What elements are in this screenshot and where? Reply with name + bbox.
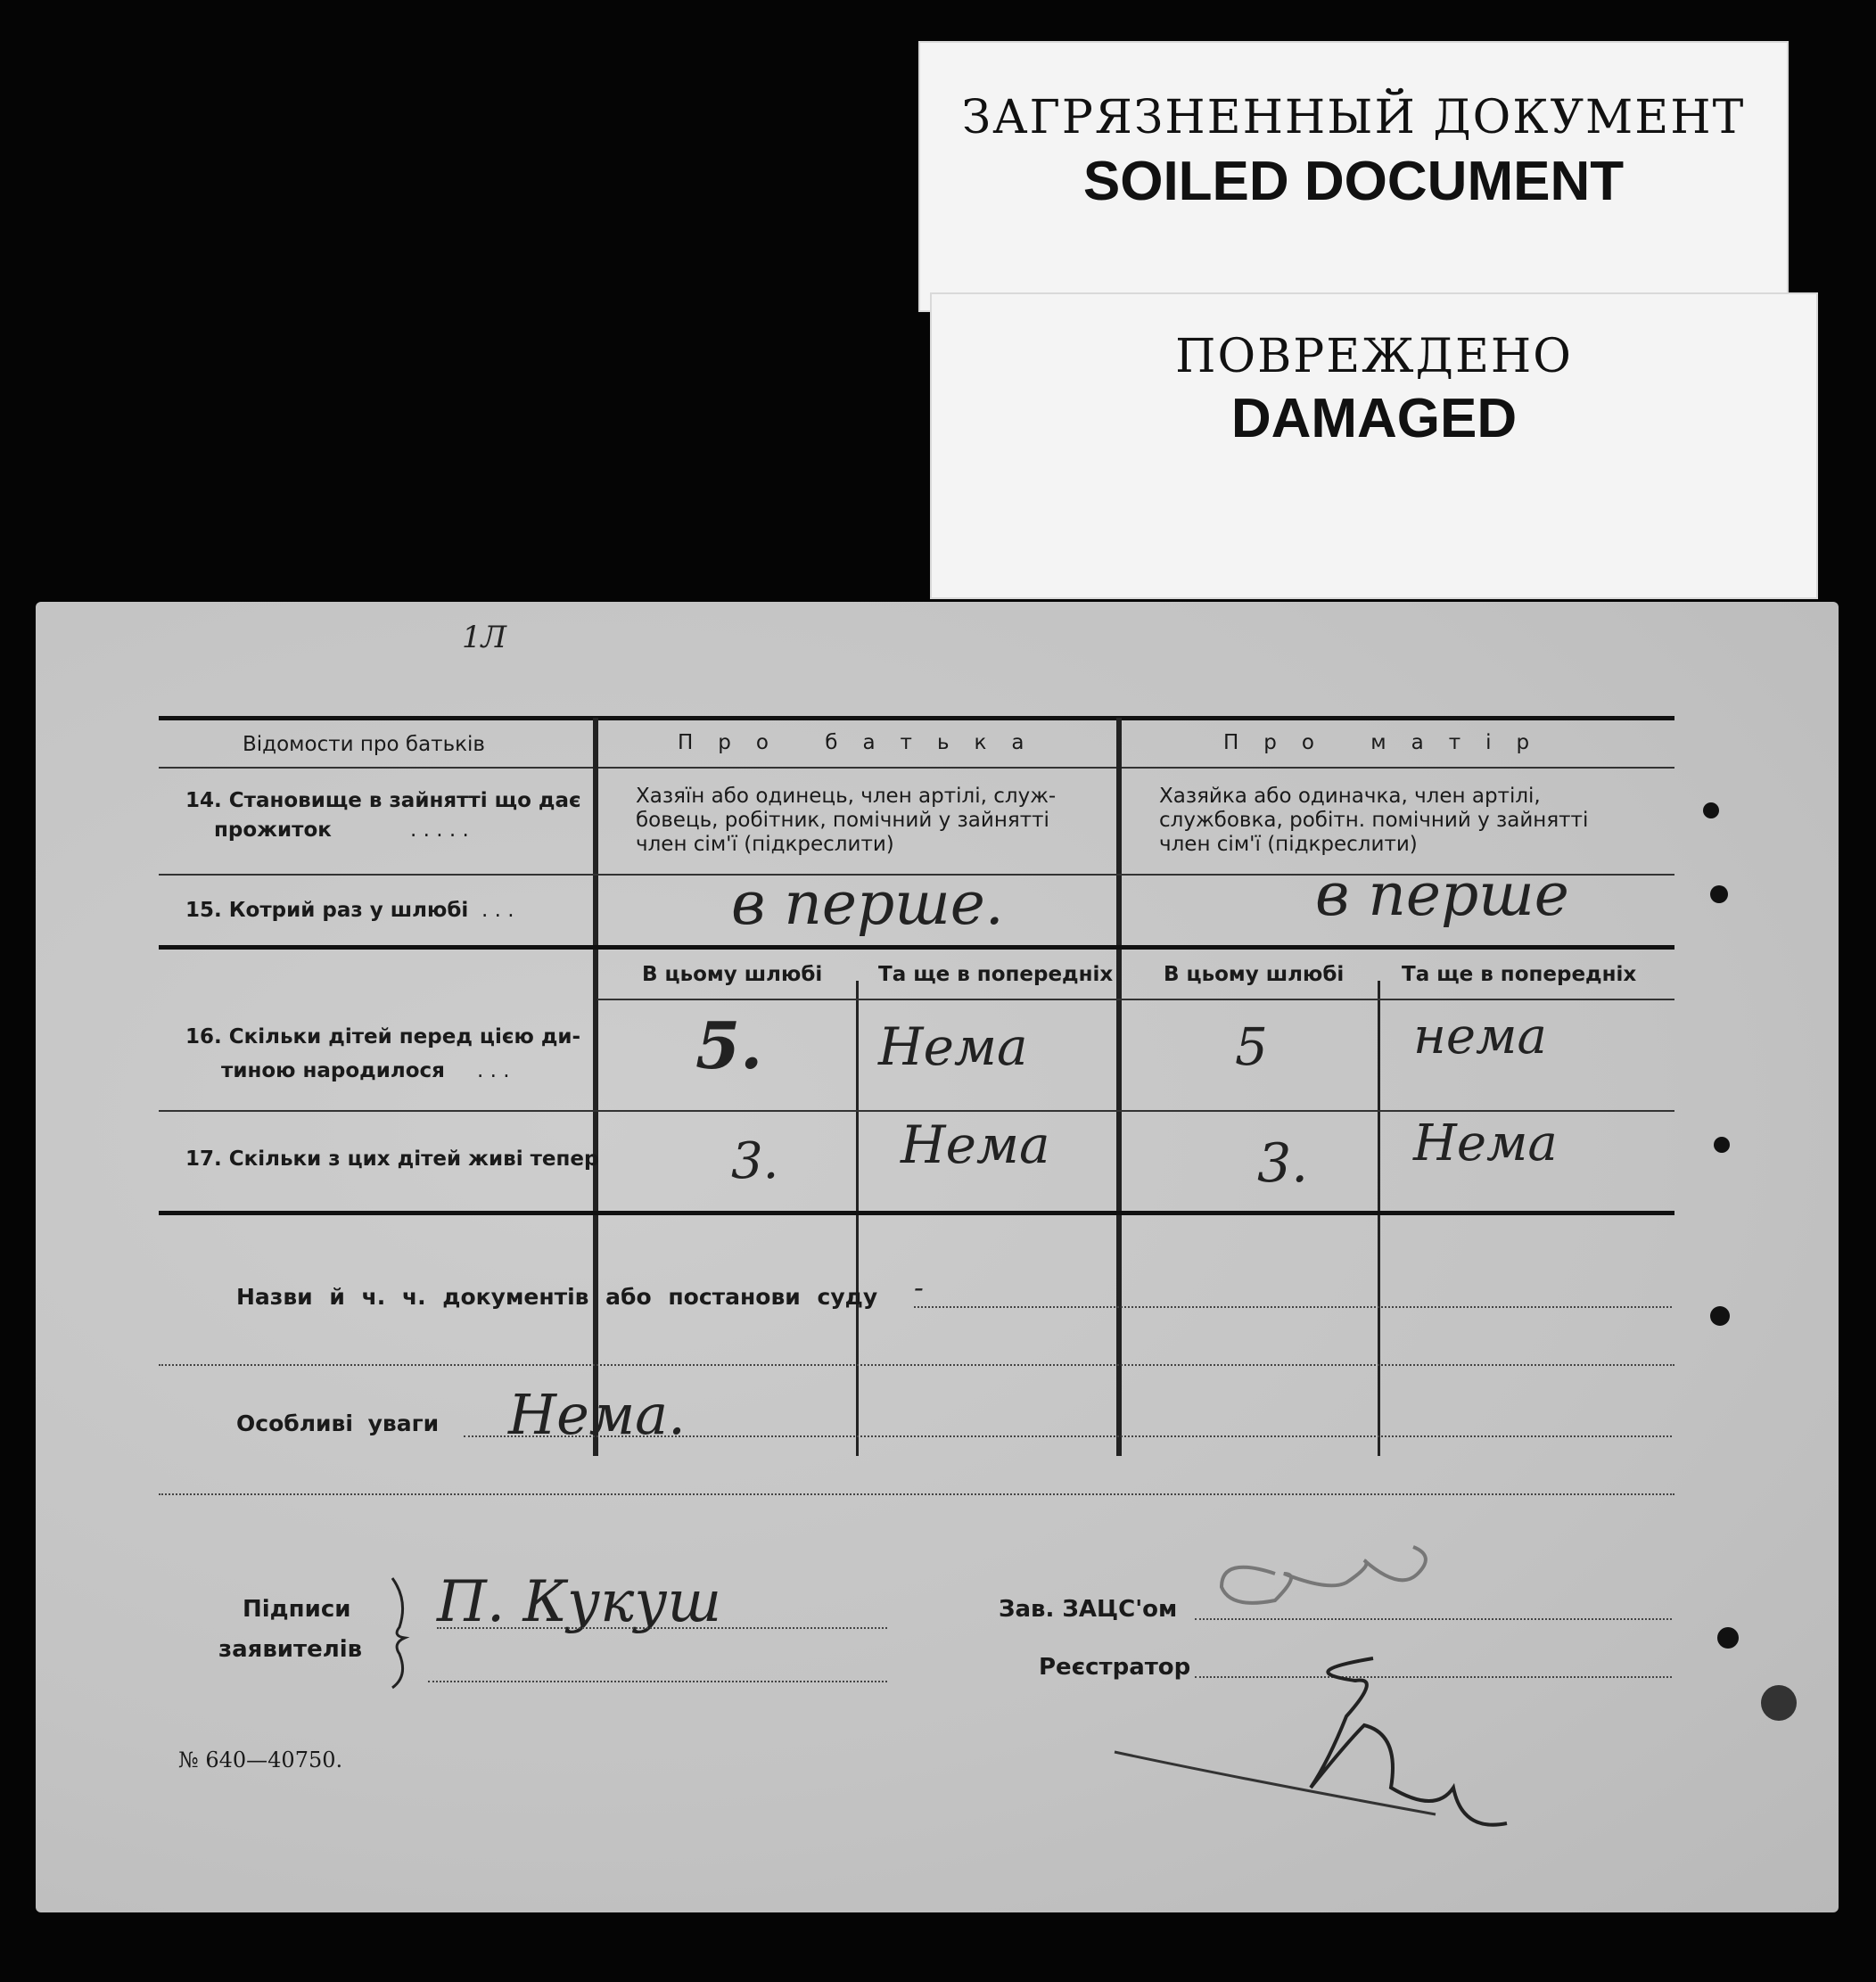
applicant-signature: П. Кукуш	[437, 1569, 722, 1635]
row16-father-this: 5.	[695, 1007, 763, 1083]
row15-label: 15. Котрий раз у шлюбі	[185, 899, 469, 922]
subheader-father-this: В цьому шлюбі	[642, 963, 823, 986]
row17-father-this: 3.	[731, 1132, 779, 1190]
subheader-mother-prev: Та ще в попередніх	[1402, 963, 1637, 986]
soiled-document-label	[920, 43, 1787, 310]
row15-mother-value: в перше	[1315, 860, 1569, 929]
soiled-label-ru: ЗАГРЯЗНЕННЫЙ ДОКУМЕНТ	[961, 91, 1746, 144]
row16-mother-this: 5	[1235, 1016, 1268, 1077]
notes-label: Особливі уваги	[236, 1410, 440, 1436]
signature-brace	[383, 1574, 419, 1690]
row14-mother-line3: член сім'ї (підкреслити)	[1159, 833, 1418, 856]
documents-value: -	[914, 1271, 924, 1304]
header-col-parents-info: Відомости про батьків	[243, 733, 485, 756]
row17-father-prev: Нема	[901, 1114, 1050, 1175]
header-col-father: Про батька	[678, 731, 1049, 754]
signatures-label-1: Підписи	[243, 1596, 351, 1623]
soiled-label-en: SOILED DOCUMENT	[1082, 151, 1625, 212]
row16-label-line2: тиною народилося	[221, 1059, 445, 1082]
row17-mother-this: 3.	[1257, 1132, 1309, 1195]
corner-mark: 1Л	[462, 620, 507, 655]
subheader-father-prev: Та ще в попередніх	[878, 963, 1114, 986]
signatures-label-2: заявителів	[218, 1636, 363, 1663]
row16-father-prev: Нема	[878, 1016, 1028, 1077]
row15-father-value: в перше.	[731, 869, 1004, 938]
documents-label: Назви й ч. ч. документів або постанови суду	[236, 1284, 878, 1310]
header-col-mother: Про матір	[1223, 731, 1555, 754]
head-label: Зав. ЗАЦС'ом	[999, 1596, 1178, 1623]
subheader-mother-this: В цьому шлюбі	[1164, 963, 1345, 986]
row14-mother-line1: Хазяйка або одиначка, член артілі,	[1159, 785, 1541, 808]
row16-mother-prev: нема	[1413, 1007, 1547, 1065]
row14-father-line2: бовець, робітник, помічний у зайнятті	[636, 809, 1049, 832]
damaged-label-ru: ПОВРЕЖДЕНО	[1175, 330, 1573, 383]
damaged-document-label	[932, 294, 1816, 597]
official-signatures	[1061, 1520, 1596, 1859]
notes-value: Нема.	[508, 1382, 686, 1447]
row14-father-line1: Хазяїн або одинець, член артілі, служ-	[636, 785, 1057, 808]
row14-mother-line2: службовка, робітн. помічний у зайнятті	[1159, 809, 1589, 832]
registry-form-sheet: 1Л Відомости про батьків Про батька Про матір 14. Становище в зайнятті що дає прожиток . . . . . Хазяїн або одинець, член артілі, служ- бовець, робітник, помічний у зайнятті член сім'ї (підкреслити) Хазяйка або одиначка, член артілі, службовка, робітн. помічний у зайнятті член сім'ї (підкреслити) 15. Котрий раз у шлюбі . . . в перше. в перше В цьому шлюбі Та ще в попередніх В цьому шлюбі Та ще в попередніх 16. Скільки дітей перед цією ди- тиною народилося . . . 5. Нема 5 нема 17. Скільки з цих дітей живі тепер 3. Нема 3. Нема Назви й ч. ч. документів або постанови суду - Особливі уваги Нема. Підписи заявителів П. Кукуш Зав. ЗАЦС'ом Реєстратор № 640—40750.	[36, 602, 1839, 1912]
damaged-label-en: DAMAGED	[1230, 388, 1518, 449]
registrar-label: Реєстратор	[1039, 1654, 1191, 1681]
row14-label-line1: 14. Становище в зайнятті що дає	[185, 789, 581, 812]
row14-label-line2: прожиток	[214, 818, 332, 842]
form-number: № 640—40750.	[178, 1748, 343, 1772]
row17-mother-prev: Нема	[1413, 1114, 1558, 1172]
row17-label: 17. Скільки з цих дітей живі тепер	[185, 1147, 599, 1171]
row14-father-line3: член сім'ї (підкреслити)	[636, 833, 894, 856]
row16-label-line1: 16. Скільки дітей перед цією ди-	[185, 1025, 581, 1049]
